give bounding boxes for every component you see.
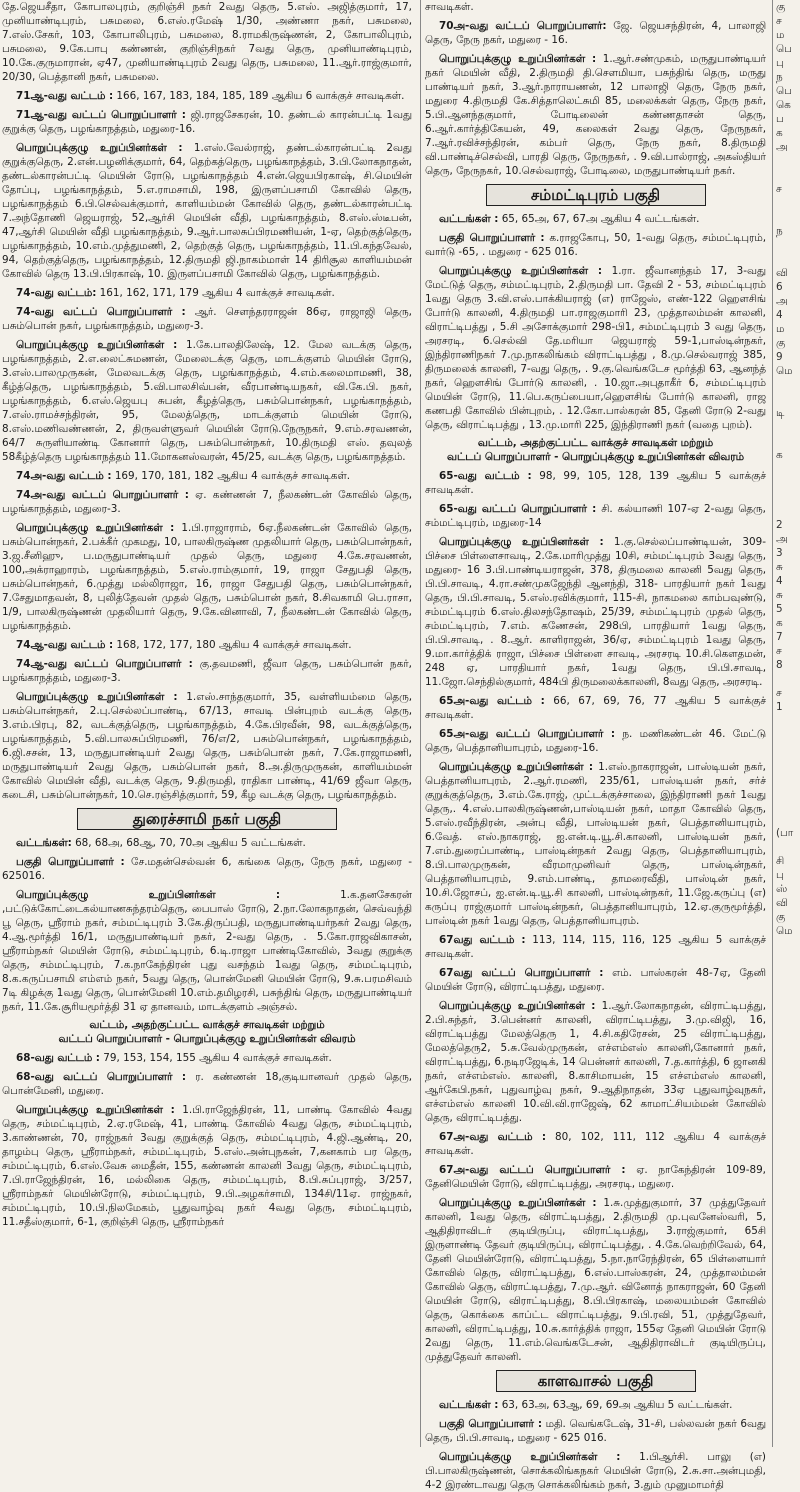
- clipped-line-fragment: [776, 252, 800, 266]
- clipped-line-fragment: வி: [776, 267, 788, 279]
- clipped-line-fragment: [776, 742, 800, 756]
- clipped-line-fragment: [776, 756, 800, 770]
- area-incharge: பகுதி பொறுப்பாளர் : க.ராஜகோபு, 50, 1-வது தெரு, சம்மட்டிபுரம், வார்டு -65, . மதுரை - 625 016.: [425, 232, 766, 258]
- clipped-line-fragment: [776, 1204, 800, 1218]
- committee-members: பொறுப்புக்குழு உறுப்பினர்கள் : 1.ரா. ஜீவானந்தம் 17, 3-வது மேட்டுத் தெரு, சம்மட்டிபுரம், 2.திருமதி பா. தேவி 2 - 53, சம்மட்டிபுரம் 1வது தெரு 3.வி.எஸ்.பாக்கியராஜ் (எ) ராஜேஸ், எண்-122 ஹௌசிங் போர்டு காலனி, 4.திருமதி பா.ராஜகுமாரி 23, முத்தாலம்மன் காலனி, விராட்டிபத்து , 5.சி அசோக்குமார் 298-பி1, சம்மட்டிபுரம் 3 வது தெரு, அரசரடி, 6.செல்வி தே.மரியா ஜெயராஜ் 59-1,பாஸ்டின்நகர், இந்திராணிநகர் 7.மு.நாகலிங்கம் விராட்டிபத்து , 8.மு.செல்வராஜ் 385, திருமலைக் காலனி, 7-வது தெரு, . 9.கு.வெங்கடேச மூர்த்தி 63, ஆனந்த் நகர், ஹௌசிங் போர்டு காலனி, . 10.ஜா.அபுதாகீர் 6, சம்மட்டிபுரம் மெயின் ரோடு, 11.பெ.கருப்பையா,ஹௌசிங் போர்டு காலனி, ராஜ கணபதி கோவில் பின்புறம், . 12.கோ.பால்கரன் 85, தேனி ரோடு 2-வது தெரு, விராட்டிபத்து , 13.மு.மாரி 225, இந்திராணி நகர் (வதை புறம்).: [425, 265, 767, 431]
- clipped-line-fragment: [776, 504, 800, 518]
- wards-list: வட்டங்கள் : 65, 65அ, 67, 67அ ஆகிய 4 வட்டங்கள்.: [439, 213, 700, 225]
- clipped-line-fragment: 4: [776, 309, 783, 321]
- clipped-line-fragment: 1: [776, 701, 783, 713]
- clipped-line-fragment: [776, 1302, 800, 1316]
- clipped-line-fragment: கெ: [776, 99, 791, 111]
- clipped-line-fragment: [776, 1106, 800, 1120]
- clipped-line-fragment: 2: [776, 519, 783, 531]
- committee-members: பொறுப்புக்குழு உறுப்பினர்கள் : 1.எஸ்.சாந்தகுமார், 35, வள்ளியம்மை தெரு, பசும்பொன்நகர், 2.பு.செல்லப்பாண்டி, 67/13, சாவடி பின்புறம் வடக்கு தெரு, 3.எம்.பிரபு, 82, வடக்குத்தெரு, பழங்காநத்தம், 4.கே.பிரவீன், 98, வடக்குத்தெரு, பழங்காநத்தம், 5.வி.பாலசுப்பிரமணி, 76/எ/2, பசும்பொன்நகர், பழங்காநத்தம், 6.ஜி.சசன், 13, மருதுபாண்டியர் 2வது தெரு, பசும்பொன் நகர், 7.கே.ராஜாமணி, மருதுபாண்டியர் 2வது தெரு, பசும்பொன் நகர், 8.அ.திருமுருகன், காளியம்மன் கோவில் மெயின் வீதி, வடக்கு தெரு, 9.திருமதி, ராதிகா பாண்டி, 41/69 ஜீவா தெரு, கடைசி, பசும்பொன்நகர், 10.செ.ரஞ்சித்குமார், 59, கீழ வடக்கு தெரு, பழங்காநத்தம்.: [2, 691, 413, 801]
- clipped-line-fragment: பு: [776, 869, 784, 881]
- clipped-line-fragment: ந: [776, 71, 783, 83]
- ward-heading: 71ஆ-வது வட்டம் : 166, 167, 183, 184, 185, 189 ஆகிய 6 வாக்குச் சாவடிகள்.: [16, 90, 405, 102]
- clipped-line-fragment: [776, 1008, 800, 1022]
- ward-heading: 65-வது வட்டம் : 98, 99, 105, 128, 139 ஆகிய 5 வாக்குச் சாவடிகள்.: [425, 470, 766, 496]
- clipped-line-fragment: [776, 1246, 800, 1260]
- ward-incharge: 70அ-வது வட்டப் பொறுப்பாளர்: ஜே. ஜெயசந்திரன், 4, பாலாஜி தெரு, நேரு நகர், மதுரை - 16.: [425, 20, 767, 46]
- clipped-line-fragment: ச: [776, 183, 782, 195]
- ward-heading: 74-வது வட்டம்: 161, 162, 171, 179 ஆகிய 4 வாக்குச் சாவடிகள்.: [16, 287, 335, 299]
- clipped-line-fragment: க: [776, 127, 783, 139]
- clipped-line-fragment: ஸ்: [776, 883, 788, 895]
- paragraph: தே.ஜெயசீதா, கோபாலபுரம், குறிஞ்சி நகர் 2வது தெரு, 5.எஸ். அஜித்குமார், 17, முனியாண்டிபுரம், பசுமலை, 6.எஸ்.ரமேஷ் 1/30, அண்ணா நகர், பசுமலை, 7.எஸ்.சேகர், 103, கோபாலிபுரம், பசுமலை, 8.ராமகிருஷ்ணன், 2, கோபாலிபுரம், பசுமலை, 9.கே.பாபு கண்ணன், குறிஞ்சிநகர் 7வது தெரு, முனியாண்டிபுரம், 10.கே.குருமாரான், ஏ47, முனியாண்டிபுரம் 2வது தெரு, பசுமலை, 11.ஆர்.ராஜ்குமார், 20/30, பெத்தானி நகர், பசுமலை.: [2, 1, 412, 83]
- clipped-line-fragment: [776, 1176, 800, 1190]
- ward-incharge: 67அ-வது வட்டப் பொறுப்பாளர் : ஏ. நாகேந்திரன் 109-89, தேனிமெயின் ரோடு, விராட்டிபத்து, அரசரடி, மதுரை.: [425, 1164, 766, 1190]
- ward-incharge: 74அ-வது வட்டப் பொறுப்பாளர் : ஏ. கண்ணன் 7, நீலகண்டன் கோவில் தெரு, பழங்காநத்தம், மதுரை-3.: [2, 489, 412, 515]
- wards-list: வட்டங்கள் : 63, 63அ, 63ஆ, 69, 69அ ஆகிய 5 வட்டங்கள்.: [439, 1399, 733, 1411]
- section-title-sammattipuram: சம்மட்டிபுரம் பகுதி: [486, 184, 706, 206]
- committee-members: பொறுப்புக்குழு உறுப்பினர்கள் : 1.ஆர்.லோகநாதன், விராட்டிபத்து, 2.பி.சுந்தர், 3.பென்னர் காலனி, விராட்டிபத்து, 3.மு.விஜி, 16, விராட்டிபத்து மேலத்தெரு 1, 4.சி.கதிரேசன், 25 விராட்டிபத்து, மேலத்தெரு2, 5.சு.வேல்முருகன், எச்எம்எஸ் காலனி,கோனார் நகர், விராட்டிபத்து, 6.நடிரஜேடிக், 14 பென்னர் காலனி, 7.த.கார்த்தி, 6 ஜானகி நகர், எச்எம்எஸ். காலனி, 8.காசிமாயன், 15 எச்எம்எஸ் காலனி, ஆர்கேபி.நகர், புதுவாழ்வு நகர், 9.ஆதிநாதன், 33ஏ புதுவாழ்வுநகர், எச்எம்எஸ் காலனி 10.வி.வி.ராஜேஷ், 62 காமாட்சியம்மன் கோவில் தெரு, விராட்டிபத்து.: [425, 1000, 766, 1124]
- clipped-line-fragment: ம: [776, 29, 785, 41]
- clipped-line-fragment: [776, 1022, 800, 1036]
- clipped-line-fragment: [776, 1260, 800, 1274]
- clipped-line-fragment: [776, 434, 800, 448]
- clipped-line-fragment: சு: [776, 561, 783, 573]
- section-title-duraisamy-nagar: துரைச்சாமி நகர் பகுதி: [77, 808, 337, 830]
- ward-incharge: 65-வது வட்டப் பொறுப்பாளர் : சி. கல்யாணி 107-ஏ 2-வது தெரு, சம்மட்டிபுரம், மதுரை-14: [425, 503, 766, 529]
- ward-heading: 67வது வட்டம் : 113, 114, 115, 116, 125 ஆகிய 5 வாக்குச் சாவடிகள்.: [425, 934, 767, 960]
- area-incharge: பகுதி பொறுப்பாளர் : சே.மதன்செல்வன் 6, கங்கை தெரு, நேரு நகர், மதுரை - 625016.: [2, 856, 412, 882]
- section-title-kalavasal: காளவாசல் பகுதி: [496, 1370, 696, 1392]
- clipped-line-fragment: [776, 1218, 800, 1232]
- clipped-line-fragment: டி: [776, 407, 785, 419]
- clipped-line-fragment: மெ: [776, 365, 793, 377]
- clipped-line-fragment: [776, 1078, 800, 1092]
- clipped-line-fragment: [776, 1148, 800, 1162]
- ward-heading: 74அ-வது வட்டம் : 169, 170, 181, 182 ஆகிய 4 வாக்குச் சாவடிகள்.: [16, 470, 351, 482]
- committee-members: பொறுப்புக்குழு உறுப்பினர்கள் : 1.சு.முத்துகுமார், 37 முத்துதேவர் காலனி, 1வது தெரு, விராட்டிபத்து, 2.திருமதி மு.புவனேஸ்வரி, 5, ஆதிதிராவிடர் குடியிருப்பு, விராட்டிபத்து, 3.ராஜ்குமார், 65சி இருளாண்டி தேவர் குடியிருப்பு, விராட்டிபத்து, . 4.கே.வெற்றிவேல், 64, தேனி மெயின்ரோடு, விராட்டிபத்து, 5.நா.நாரேந்திரன், 65 பிள்ளையார் கோவில் தெரு, விராட்டிபத்து, 6.எஸ்.பாஸ்கரன், 24, முத்தாலம்மன் கோவில் தெரு, விராட்டிபத்து, 7.மு.ஆர். வினோத் நாகராஜன், 60 தேனி மெயின் ரோடு, விராட்டிபத்து, 8.பி.பிரகாஷ், மலையம்மன் கோவில் தெரு, கொக்கை காப்ட்ட விராட்டிபத்து, 9.பி.ரவி, 51, முத்துதேவர், காலனி, விராட்டிபத்து, 10.சு.கார்த்திக் ராஜா, 155ஏ தேனி மெயின் ரோடு 2வது தெரு, 11.எம்.வெங்கடேசன், ஆதிதிராவிடர் குடியிருப்பு, முத்துதேவர் காலனி.: [425, 1197, 766, 1363]
- clipped-line-fragment: (பா: [776, 827, 794, 839]
- clipped-line-fragment: 3: [776, 547, 783, 559]
- clipped-line-fragment: சி: [776, 855, 785, 867]
- clipped-line-fragment: [776, 1414, 800, 1428]
- clipped-line-fragment: [776, 1316, 800, 1330]
- clipped-line-fragment: [776, 1288, 800, 1302]
- clipped-line-fragment: அ: [776, 141, 788, 153]
- clipped-line-fragment: பு: [776, 57, 784, 69]
- clipped-line-fragment: [776, 1064, 800, 1078]
- clipped-line-fragment: ந: [776, 225, 783, 237]
- clipped-line-fragment: ச: [776, 15, 782, 27]
- ward-heading: 67அ-வது வட்டம் : 80, 102, 111, 112 ஆகிய 4 வாக்குச் சாவடிகள்.: [425, 1131, 766, 1157]
- clipped-line-fragment: ச: [776, 687, 782, 699]
- clipped-line-fragment: [776, 1134, 800, 1148]
- subheading-line2: வட்டப் பொறுப்பாளர் - பொறுப்புக்குழு உறுப்பினர்கள் விவரம்: [447, 451, 744, 463]
- committee-members: பொறுப்புக்குழு உறுப்பினர்கள் : 1.பி.ராஜாராம், 6ஏ.நீலகண்டன் கோவில் தெரு, பசும்பொன்நகர், 2.பக்கீர் முகமது, 10, பாலகிருஷ்ண முதலியார் தெரு, பசும்பொன்நகர், 3.ஜ.சீனிஹு, ப.மருதுபாண்டியர் முதல் தெரு, மதுரை 4.கே.சரவணன், 100,அக்ராஹாரம், பழங்காநத்தம், 5.எஸ்.ராம்குமார், 19, ராஜா சேதுபதி தெரு, பசும்பொன்நகர், 6.முத்து மல்லிராஜா, 16, ராஜா சேதுபதி தெரு, பசும்பொன்நகர், 7.சேதுமாதவன், 8, புலித்தேவன் முதல் தெரு, பசும்பொன் நகர், 8.சிவகாமி பெ.ராசா, 1/9, பாலகிருஷ்ணன் முதலியார் தெரு, 9.கே.வினாவி, 7, நீலகண்டன் கோவில் தெரு, பழங்காநத்தம்.: [2, 522, 412, 632]
- committee-members: பொறுப்புக்குழு உறுப்பினர்கள் : 1.எஸ்.நாகராஜன், பாஸ்டியன் நகர், பெத்தானியாபுரம், 2.ஆர்.ரமணி, 235/61, பாஸ்டியன் நகர், சர்ச் குறுக்குத்தெரு, 3.எம்.கே.ராஜ், முட்டக்குச்சாலை, இந்திராணி நகர் 1வது தெரு,. 4.எஸ்.பாலகிருஷ்ணன்,பாஸ்டியன் நகர், மாதா கோவில் தெரு, 5.எஸ்.ரவீந்திரன், அன்பு வீதி, பாஸ்டியன் நகர், பெத்தானியாபுரம், 6.வேத். எஸ்.நாகராஜ், ஐ.என்.டி.யூ.சி.காலனி, பாஸ்டியன் நகர், 7.எம்.துரைப்பாண்டி, பாஸ்டின்நகர் 2வது தெரு, பெத்தானியாபுரம், 8.பி.பாலமுருகன், வீரமாமுனிவர் தெரு, பாஸ்டின்நகர், பெத்தானியாபுரம், 9.எம்.பாண்டி, தாமரைவீதி, பாஸ்டின் நகர், 10.சி.ஜோசப், ஐ.என்.டி.யூ.சி காலனி, பாஸ்டின்நகர், 11.ஜே.கருப்பு (எ) கருப்பு ராஜ்குமார் பாஸ்டின்நகர், பெத்தானியாபுரம், 12.ஏ.குருமூர்த்தி, பாஸ்டின் நகர் 1வது தெரு, பெத்தானியாபுரம்.: [425, 761, 766, 927]
- clipped-line-fragment: [776, 728, 800, 742]
- clipped-line-fragment: ம: [776, 323, 785, 335]
- clipped-line-fragment: [776, 1344, 800, 1358]
- clipped-line-fragment: [776, 1162, 800, 1176]
- clipped-line-fragment: 5: [776, 603, 783, 615]
- committee-members: பொறுப்புக்குழு உறுப்பினர்கள் : 1.பி.ராஜேந்திரன், 11, பாண்டி கோவில் 4வது தெரு, சம்மட்டிபுரம், 2.ஏ.ரமேஷ், 41, பாண்டி கோவில் 4வது தெரு, சம்மட்டிபுரம், 3.காண்ணன், 70, ராஜ்நகர் 3வது குறுக்குத் தெரு, சம்மட்டிபுரம், 4.ஜி.ஆண்டி, 20, தாழம்பு தெரு, ஸ்ரீராம்நகர், சம்மட்டிபுரம், 5.எஸ்.அன்புநகன், 7,கனகாம் பர தெரு, சம்மட்டிபுரம், 6.எஸ்.வேசு மைதீன், 155, கண்ணன் காலனி 3வது தெரு, சம்மட்டிபுரம், 7.பி.ராஜேந்திரன், 16, மல்லிகை தெரு, சம்மட்டிபுரம், 8.பி.சுப்புராஜ், 3/257, ஸ்ரீராம்நகர் மெயின்ரோடு, சம்மட்டிபுரம், 9.பி.அழகர்சாமி, 134சி/11ஏ. ராஜ்நகர், சம்மட்டிபுரம், 10.பி.நிலமேகம், பூதுவாழ்வு நகர் 4வது தெரு, சம்மட்டிபுரம், 11.சதீஸ்குமார், 6-1, குறிஞ்சி தெரு, ஸ்ரீராம்நகர்: [2, 1104, 412, 1228]
- clipped-line-fragment: [776, 1358, 800, 1372]
- clipped-line-fragment: ச: [776, 645, 782, 657]
- clipped-line-fragment: 4: [776, 575, 783, 587]
- clipped-line-fragment: [776, 1330, 800, 1344]
- clipped-line-fragment: [776, 1190, 800, 1204]
- clipped-line-fragment: சு: [776, 589, 783, 601]
- clipped-line-fragment: [776, 1120, 800, 1134]
- ward-incharge: 71ஆ-வது வட்டப் பொறுப்பாளர் : ஜி.ராஜசேகரன், 10. தண்டல் காரன்பட்டி 1வது குறுக்கு தெரு, பழங்காநத்தம், மதுரை-16.: [2, 109, 412, 135]
- clipped-line-fragment: [776, 770, 800, 784]
- clipped-line-fragment: [776, 1372, 800, 1386]
- clipped-line-fragment: வி: [776, 897, 788, 909]
- clipped-line-fragment: [776, 1386, 800, 1400]
- clipped-line-fragment: [776, 210, 800, 224]
- clipped-line-fragment: [776, 798, 800, 812]
- clipped-line-fragment: பெ: [776, 43, 792, 55]
- clipped-line-fragment: [776, 672, 800, 686]
- clipped-line-fragment: 9: [776, 351, 783, 363]
- clipped-line-fragment: [776, 1050, 800, 1064]
- column-middle: [420, 0, 770, 1491]
- clipped-line-fragment: [776, 238, 800, 252]
- clipped-line-fragment: கு: [776, 337, 786, 349]
- ward-heading: 74ஆ-வது வட்டம் : 168, 172, 177, 180 ஆகிய 4 வாக்குச் சாவடிகள்.: [16, 639, 352, 651]
- committee-members: பொறுப்புக்குழு உறுப்பினர்கள் : 1.கு.செல்லப்பாண்டியன், 309-பிச்சை பிள்ளைசாவடி, 2.கே.மாரிமுத்து 10சி, சம்மட்டிபுரம் 3வது தெரு, மதுரை- 16 3.பி.பாண்டியராஜன், 378, திருமலை காலனி 5வது தெரு, பி.பி.சாவடி, 4.ரா.சண்முகஜேந்தி ஆனந்தி, 318- பாரதியார் நகர் 1வது தெரு, பி.பி.சாவடி, 5.எஸ்.ரவிக்குமார், 115-சி, நாகமலை காம்பவுண்டு, சம்மட்டிபுரம் 6.எஸ்.திலசந்தோஷம், 25/39, சம்மட்டிபுரம் முதல் தெரு, சம்மட்டிபுரம், 7.எம். கணேசன், 298பி, பாரதியார் 1வது தெரு, பி.பி.சாவடி, . 8.ஆர். காளிராஜன், 36/ஏ, சம்மட்டிபுரம் 1வது தெரு, 9.மா.கார்த்திக் ராஜா, பிச்சை பிள்ளை சாவடி, அரசரடி 10.சி.கௌதமன், 248 ஏ, பாரதியார் நகர், 1வது தெரு, பி.பி.சாவடி, 11.ஜோ.செந்தில்குமார், 484பி திருமலைக்காலனி, 8வது தெரு, அரசரடி.: [425, 536, 766, 688]
- committee-members: பொறுப்புக்குழு உறுப்பினர்கள் : 1.ஆர்.சண்முகம், மருதுபாண்டியர் நகர் மெயின் வீதி, 2.திருமதி தி.சௌமியா, பசுந்திங் தெரு, மருது பாண்டியர் நகர், 3.ஆர்.நாராயணன், 12 பாலாஜி தெரு, நேரு நகர், மதுரை 4.திருமதி கே.சித்தாலெட்சுமி 85, மலைக்கள் தெரு, நேரு நகர், 5.பி.ஆனந்தகுமார், போடிலைன் கண்ணதாசன் தெரு, 6.ஆர்.கார்த்திகேயன், 49, கலைகள் 2வது தெரு, நேருநகர், 7.ஆர்.ரவிச்சந்திரன், கம்பர் தெரு, நேரு நகர், 8.திருமதி வி.பாண்டிச்செல்வி, பாரதி தெரு, நேருநகர், . 9.வி.பால்ராஜ், அகஸ்தியர் தெரு, நேருநகர், 10.செல்வராஜ், போடிலை, மருதுபாண்டியர் நகர்.: [425, 53, 766, 177]
- ward-heading: 65அ-வது வட்டம் : 66, 67, 69, 76, 77 ஆகிய 5 வாக்குச் சாவடிகள்.: [425, 695, 766, 721]
- clipped-line-fragment: [776, 1232, 800, 1246]
- clipped-line-fragment: [776, 196, 800, 210]
- clipped-line-fragment: [776, 994, 800, 1008]
- committee-members: பொறுப்புக்குழு உறுப்பினர்கள் : 1.கே.பாலதிலேஷ், 12. மேல வடக்கு தெரு, பழங்காநத்தம், 2.எ.லைட்சுமணன், மேலைடக்கு தெரு, மாடக்குளம் மெயின் ரோடு, 3.எஸ்.பாலமுருகன், மேலவடக்கு தெரு, பழங்காநத்தம், 4.எம்.கலைமாமணி, 38, கீழ்த்தெரு, பழங்காநத்தம், 5.வி.பாலசிவ்பன், வீரபாண்டியநகர், வி.கே.பி. நகர், பழங்காநத்தம், 6.எஸ்.ஜெயபு சுபன், கீழத்தெரு, பசும்பொன்நகர், பழங்காநத்தம், 7.எஸ்.ராமச்சந்திரன், 95, மேலத்தெரு, மாடக்குளம் மெயின் ரோடு, 8.எஸ்.மணிவண்ணன், 2, திருவள்ளுவர் மெயின் ரோடு.நேருநகர், 9.எம்.சரவணன், 64/7 சுருளியாண்டி கோனார் தெரு, பசும்பொன்நகர், 10.திருமதி எஸ். தவுலத் 58கீழ்த்தெரு பழங்காநத்தம் 11.மோகனஸ்வரன், 45/25, வடக்கு தெரு, பழங்காநத்தம்.: [2, 339, 412, 463]
- area-incharge: பகுதி பொறுப்பாளர் : மதி. வெங்கடேஷ், 31-சி, பல்லவன் நகர் 6வது தெரு, பி.பி.சாவடி, மதுரை - 625 016.: [425, 1418, 766, 1444]
- clipped-line-fragment: [776, 420, 800, 434]
- paragraph: சாவடிகள்.: [425, 1, 474, 13]
- clipped-line-fragment: [776, 812, 800, 826]
- clipped-line-fragment: ப: [776, 113, 784, 125]
- clipped-line-fragment: அ: [776, 295, 788, 307]
- clipped-line-fragment: 7: [776, 631, 783, 643]
- wards-list: வட்டங்கள்: 68, 68அ, 68ஆ, 70, 70அ ஆகிய 5 வட்டங்கள்.: [16, 837, 306, 849]
- clipped-line-fragment: [776, 714, 800, 728]
- clipped-line-fragment: [776, 392, 800, 406]
- clipped-line-fragment: க: [776, 449, 783, 461]
- clipped-line-fragment: பெ: [776, 85, 792, 97]
- ward-incharge: 68-வது வட்டப் பொறுப்பாளர் : ர. கண்ணன் 18,குடியானவர் முதல் தெரு, பொன்மேனி, மதுரை.: [2, 1071, 412, 1097]
- clipped-line-fragment: [776, 476, 800, 490]
- ward-incharge: 74ஆ-வது வட்டப் பொறுப்பாளர் : கு.தவமணி, ஜீவா தெரு, பசும்பொன் நகர், பழங்காநத்தம், மதுரை-3.: [2, 658, 412, 684]
- clipped-line-fragment: [776, 840, 800, 854]
- subheading-line2: வட்டப் பொறுப்பாளர் - பொறுப்புக்குழு உறுப்பினர்கள் விவரம்: [58, 1033, 356, 1045]
- clipped-line-fragment: [776, 784, 800, 798]
- clipped-line-fragment: [776, 1092, 800, 1106]
- committee-members: பொறுப்புக்குழு உறுப்பினர்கள் : 1.பிஆர்சி. பாலு (எ) பி.பாலகிருஷ்ணன், சொக்கலிங்கநகர் மெயின் ரோடு, 2.சு.சா.அன்புமதி, 4-2 இரண்டாவது தெரு சொக்கலிங்கம் நகர், 3.தும் முனுமாமர்தி: [425, 1451, 766, 1491]
- committee-members: பொறுப்புக்குழு உறுப்பினர்கள் : 1.க.தனசேகரன் ,பட்டுக்கோட்டைகல்யாணசுந்தரம்தெரு, பைபாஸ் ரோடு, 2.நா.லோகநாதன், செவ்வந்தி பூ தெரு, ஸ்ரீராம் நகர், சம்மட்டிபுரம் 3.கே.திருப்பதி, மருதுபாண்டியர்நகர் 2வது தெரு, 4.ஆ.மூர்த்தி 16/1, மருதுபாண்டியர் நகர், 2-வது தெரு, . 5.கோ.ராஜவிகாசன், ஸ்ரீராம்நகர் மெயின் ரோடு, சம்மட்டிபுரம், 6.டி.ராஜா பாண்டிகோவில், 3வது குறுக்கு தெரு, சம்மட்டிபுரம், 7.க.நாகேந்திரன் புது வசந்தம் 1வது தெரு, சம்மட்டிபுரம், 8.க.கருப்பசாமி எம்எம் நகர், 5வது தெரு, பொன்மேனி மெயின் ரோடு, 9.சு.பரமசிவம் 7டி கிழக்கு 1வது தெரு, பொன்மேனி 10.எம்.தமிழரசி, பசுந்திங் தெரு, மருதுபாண்டியர் நகர், 11.கே.சூரியமூர்த்தி 31 ஏ தானவம், மாடக்குளம் அஞ்சல்.: [2, 889, 412, 1013]
- clipped-line-fragment: [776, 154, 800, 168]
- clipped-line-fragment: கு: [776, 911, 786, 923]
- ward-heading: 68-வது வட்டம் : 79, 153, 154, 155 ஆகிய 4 வாக்குச் சாவடிகள்.: [16, 1052, 332, 1064]
- clipped-line-fragment: [776, 168, 800, 182]
- clipped-line-fragment: [776, 1274, 800, 1288]
- clipped-line-fragment: 8: [776, 659, 783, 671]
- clipped-line-fragment: அ: [776, 533, 788, 545]
- subheading-line1: வட்டம், அதற்குட்பட்ட வாக்குச் சாவடிகள் மற்றும்: [89, 1019, 325, 1031]
- ward-incharge: 74-வது வட்டப் பொறுப்பாளர் : ஆர். சௌந்தரராஜன் 86ஏ, ராஜாஜி தெரு, பசும்பொன் நகர், பழங்காநத்தம், மதுரை-3.: [2, 306, 412, 332]
- subheading-line1: வட்டம், அதற்குட்பட்ட வாக்குச் சாவடிகள் மற்றும்: [477, 437, 714, 449]
- committee-members: பொறுப்புக்குழு உறுப்பினர்கள் : 1.எஸ்.வேல்ராஜ், தண்டல்காரன்பட்டி 2வது குறுக்குதெரு, 2.என்.பழனிக்குமார், 64, தெற்கத்தெரு, பழங்காநத்தம், 3.பி.லோகநாதன், தண்டல்காரன்பட்டி மெயின் ரோடு, பழங்காநத்தம் 4.என்.ஜெயபிரகாஷ், சி.மெயின் தோப்பு, பழங்காநத்தம், 5.எ.ராமசாமி, 198, இருளப்பசாமி கோவில் தெரு, பழங்காநத்தம் 6.பி.செல்வக்குமார், காளியம்மன் கோவில் தெரு, தண்டல்காரன்பட்டி 7.அந்தோணி ஜெயராஜ், 52,ஆர்சி மெயின் வீதி, பழங்காநத்தம், 8.எஸ்.ஸ்டீபன், 47,ஆர்சி மெயின் வீதி பழங்காநத்தம், 9.ஆர்.பாலசுப்பிரமணியன், 1-ஏ, தெற்குத்தெரு, பழங்காநத்தம், 10.எம்.முத்துமணி, 2, தெற்குத் தெரு, பழங்காநத்தம், 11.பி.கந்தவேல், 94, தெற்குத்தெரு, பழங்காநத்தம், 12.திருமதி ஜி.நாகம்மாள் 14 திரிசூல காளியம்மன் கோவில் தெரு 13.பி.பிரகாஷ், 10. இருளப்பசாமி கோவில் தெரு, பழங்காநத்தம்.: [2, 142, 412, 280]
- clipped-line-fragment: [776, 952, 800, 966]
- clipped-line-fragment: [776, 980, 800, 994]
- clipped-line-fragment: க: [776, 617, 783, 629]
- clipped-line-fragment: மெ: [776, 925, 793, 937]
- clipped-line-fragment: கு: [776, 1, 786, 13]
- clipped-line-fragment: [776, 1400, 800, 1414]
- clipped-line-fragment: [776, 490, 800, 504]
- clipped-line-fragment: [776, 378, 800, 392]
- ward-incharge: 67வது வட்டப் பொறுப்பாளர் : எம். பாஸ்கரன் 48-7ஏ, தேனி மெயின் ரோடு, விராட்டிபத்து, மதுரை.: [425, 967, 766, 993]
- column-right-clipped: [772, 0, 800, 1447]
- clipped-line-fragment: [776, 966, 800, 980]
- clipped-line-fragment: [776, 1036, 800, 1050]
- clipped-line-fragment: [776, 938, 800, 952]
- clipped-line-fragment: [776, 462, 800, 476]
- ward-incharge: 65அ-வது வட்டப் பொறுப்பாளர் : ந. மணிகண்டன் 46. மேட்டு தெரு, பெத்தானியாபுரம், மதுரை-16.: [425, 728, 766, 754]
- clipped-line-fragment: 6: [776, 281, 783, 293]
